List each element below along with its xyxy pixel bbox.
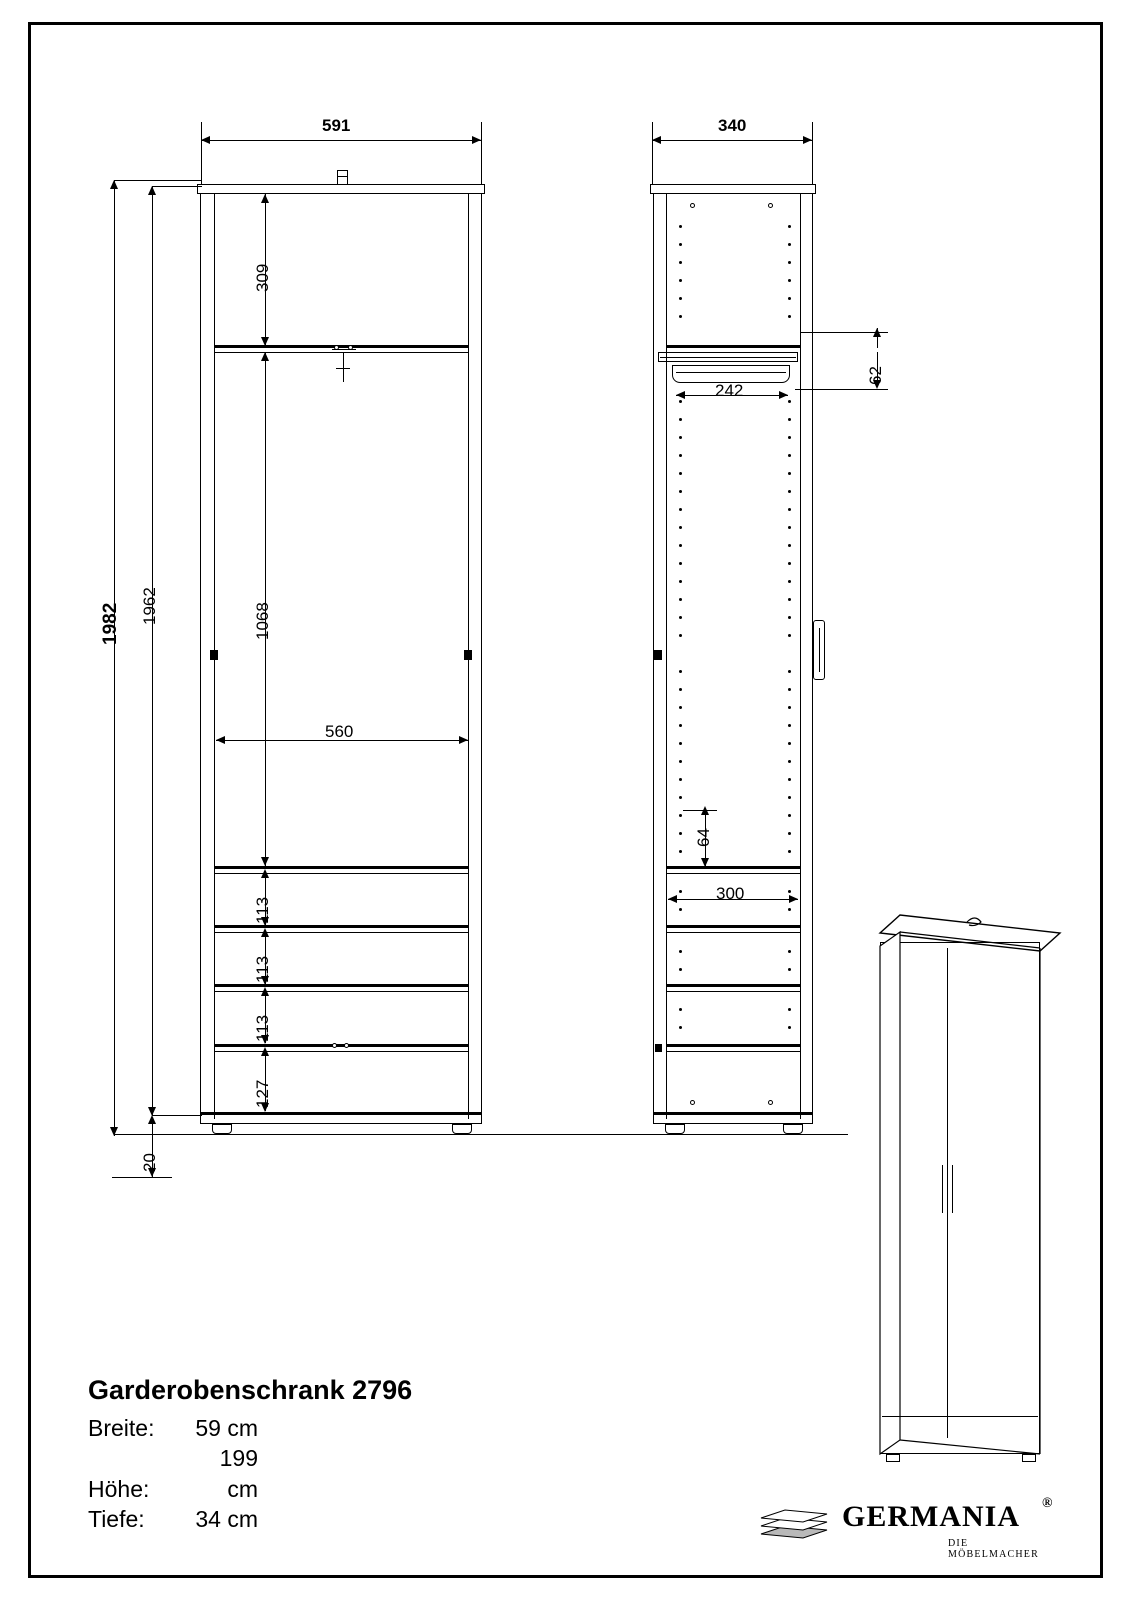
perspective-foot-right: [1022, 1454, 1036, 1462]
brand-registered: ®: [1042, 1496, 1054, 1511]
spec-value-width: 59 cm: [195, 1415, 258, 1441]
side-foot-left: [665, 1124, 685, 1134]
front-hinge-left: [210, 650, 218, 660]
front-foot-right: [452, 1124, 472, 1134]
side-top-plate: [650, 184, 816, 194]
dim-inner-width: 560: [325, 722, 354, 741]
brand-name: GERMANIA: [842, 1500, 1020, 1533]
spec-label-depth: Tiefe:: [88, 1506, 145, 1533]
front-cabinet-outline: [200, 184, 482, 1124]
front-foot-left: [212, 1124, 232, 1134]
dim-shelf-offset: 64: [694, 828, 713, 847]
dim-top-compartment: 309: [253, 263, 272, 292]
germania-mark-icon: [755, 1504, 833, 1548]
perspective-foot-left: [886, 1454, 900, 1462]
dim-side-depth: 340: [718, 116, 747, 135]
dim-plinth: 20: [140, 1153, 159, 1172]
side-foot-right: [783, 1124, 803, 1134]
dim-rail-depth: 242: [715, 381, 744, 400]
caption-block: [88, 1375, 412, 1534]
top-hook-fitting: [337, 170, 348, 185]
spec-value-depth: 34 cm: [195, 1506, 258, 1533]
side-cabinet-outline: [653, 184, 813, 1124]
brand-logo: [750, 1496, 1054, 1560]
dim-shelf-3: 113: [253, 1014, 272, 1042]
spec-row-width: [88, 1413, 412, 1443]
dim-carcass-height: 1962: [140, 587, 159, 625]
spec-value-height: 199 cm: [219, 1445, 258, 1502]
spec-label-width: Breite:: [88, 1415, 155, 1441]
product-title: Garderobenschrank 2796: [88, 1375, 413, 1405]
perspective-side-panel: [872, 930, 1062, 1470]
spec-row-depth: [88, 1504, 412, 1534]
dim-hanging-section: 1068: [253, 602, 272, 640]
dim-shelf-2: 113: [253, 955, 272, 983]
spec-label-height: Höhe:: [88, 1475, 150, 1502]
dim-rail-height: 62: [866, 366, 885, 385]
dim-shelf-1: 113: [253, 896, 272, 924]
front-top-plate: [197, 184, 485, 194]
brand-tagline: DIE MÖBELMACHER: [948, 1538, 1039, 1560]
dim-bottom-drawer: 127: [253, 1079, 272, 1108]
front-hinge-right: [464, 650, 472, 660]
dim-shelf-depth: 300: [716, 884, 745, 903]
spec-row-height: [88, 1443, 412, 1504]
dim-total-height: 1982: [100, 602, 121, 645]
dim-front-width: 591: [322, 116, 351, 135]
